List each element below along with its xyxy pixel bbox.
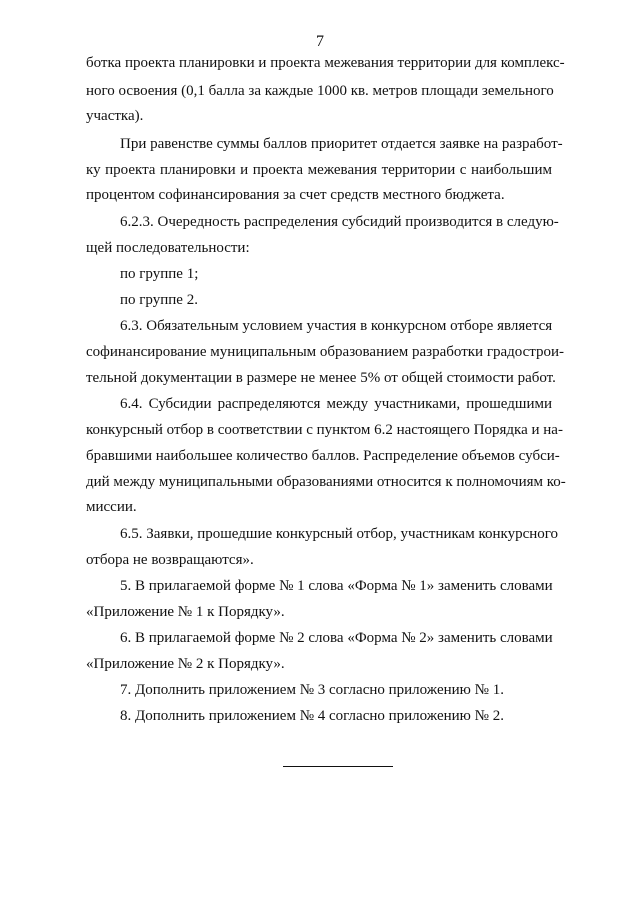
text-line: миссии. bbox=[86, 499, 137, 515]
text-line: 6.2.3. Очередность распределения субсидий производится в следую- bbox=[120, 214, 559, 230]
page-number: 7 bbox=[316, 33, 324, 50]
text-line: При равенстве суммы баллов приоритет отдается заявке на разработ- bbox=[120, 136, 563, 152]
text-line: бравшими наибольшее количество баллов. Распределение объемов субси- bbox=[86, 448, 560, 464]
text-line: 6.4. Субсидии распределяются между участниками, прошедшими bbox=[120, 396, 552, 412]
text-line: по группе 1; bbox=[120, 266, 199, 282]
text-line: тельной документации в размере не менее 5% от общей стоимости работ. bbox=[86, 370, 556, 386]
text-line: 5. В прилагаемой форме № 1 слова «Форма № 1» заменить словами bbox=[120, 578, 553, 594]
text-line: ку проекта планировки и проекта межевания территории с наибольшим bbox=[86, 162, 552, 178]
text-line: 6.5. Заявки, прошедшие конкурсный отбор, участникам конкурсного bbox=[120, 526, 559, 542]
text-line: ботка проекта планировки и проекта межевания территории для комплекс- bbox=[86, 55, 565, 71]
text-line: процентом софинансирования за счет средств местного бюджета. bbox=[86, 187, 505, 203]
text-line: «Приложение № 2 к Порядку». bbox=[86, 656, 285, 672]
text-line: участка). bbox=[86, 108, 144, 124]
text-line: 8. Дополнить приложением № 4 согласно приложению № 2. bbox=[120, 708, 504, 724]
text-line: дий между муниципальными образованиями относится к полномочиям ко- bbox=[86, 474, 566, 490]
text-line: 7. Дополнить приложением № 3 согласно приложению № 1. bbox=[120, 682, 504, 698]
text-line: отбора не возвращаются». bbox=[86, 552, 254, 568]
text-line: софинансирование муниципальным образованием разработки градострои- bbox=[86, 344, 565, 360]
text-line: 6.3. Обязательным условием участия в конкурсном отборе является bbox=[120, 318, 553, 334]
text-line: ного освоения (0,1 балла за каждые 1000 кв. метров площади земельного bbox=[86, 83, 554, 99]
text-line: по группе 2. bbox=[120, 292, 198, 308]
end-divider bbox=[283, 766, 393, 767]
text-line: конкурсный отбор в соответствии с пунктом 6.2 настоящего Порядка и на- bbox=[86, 422, 563, 438]
text-line: 6. В прилагаемой форме № 2 слова «Форма № 2» заменить словами bbox=[120, 630, 553, 646]
text-line: щей последовательности: bbox=[86, 240, 250, 256]
text-line: «Приложение № 1 к Порядку». bbox=[86, 604, 285, 620]
